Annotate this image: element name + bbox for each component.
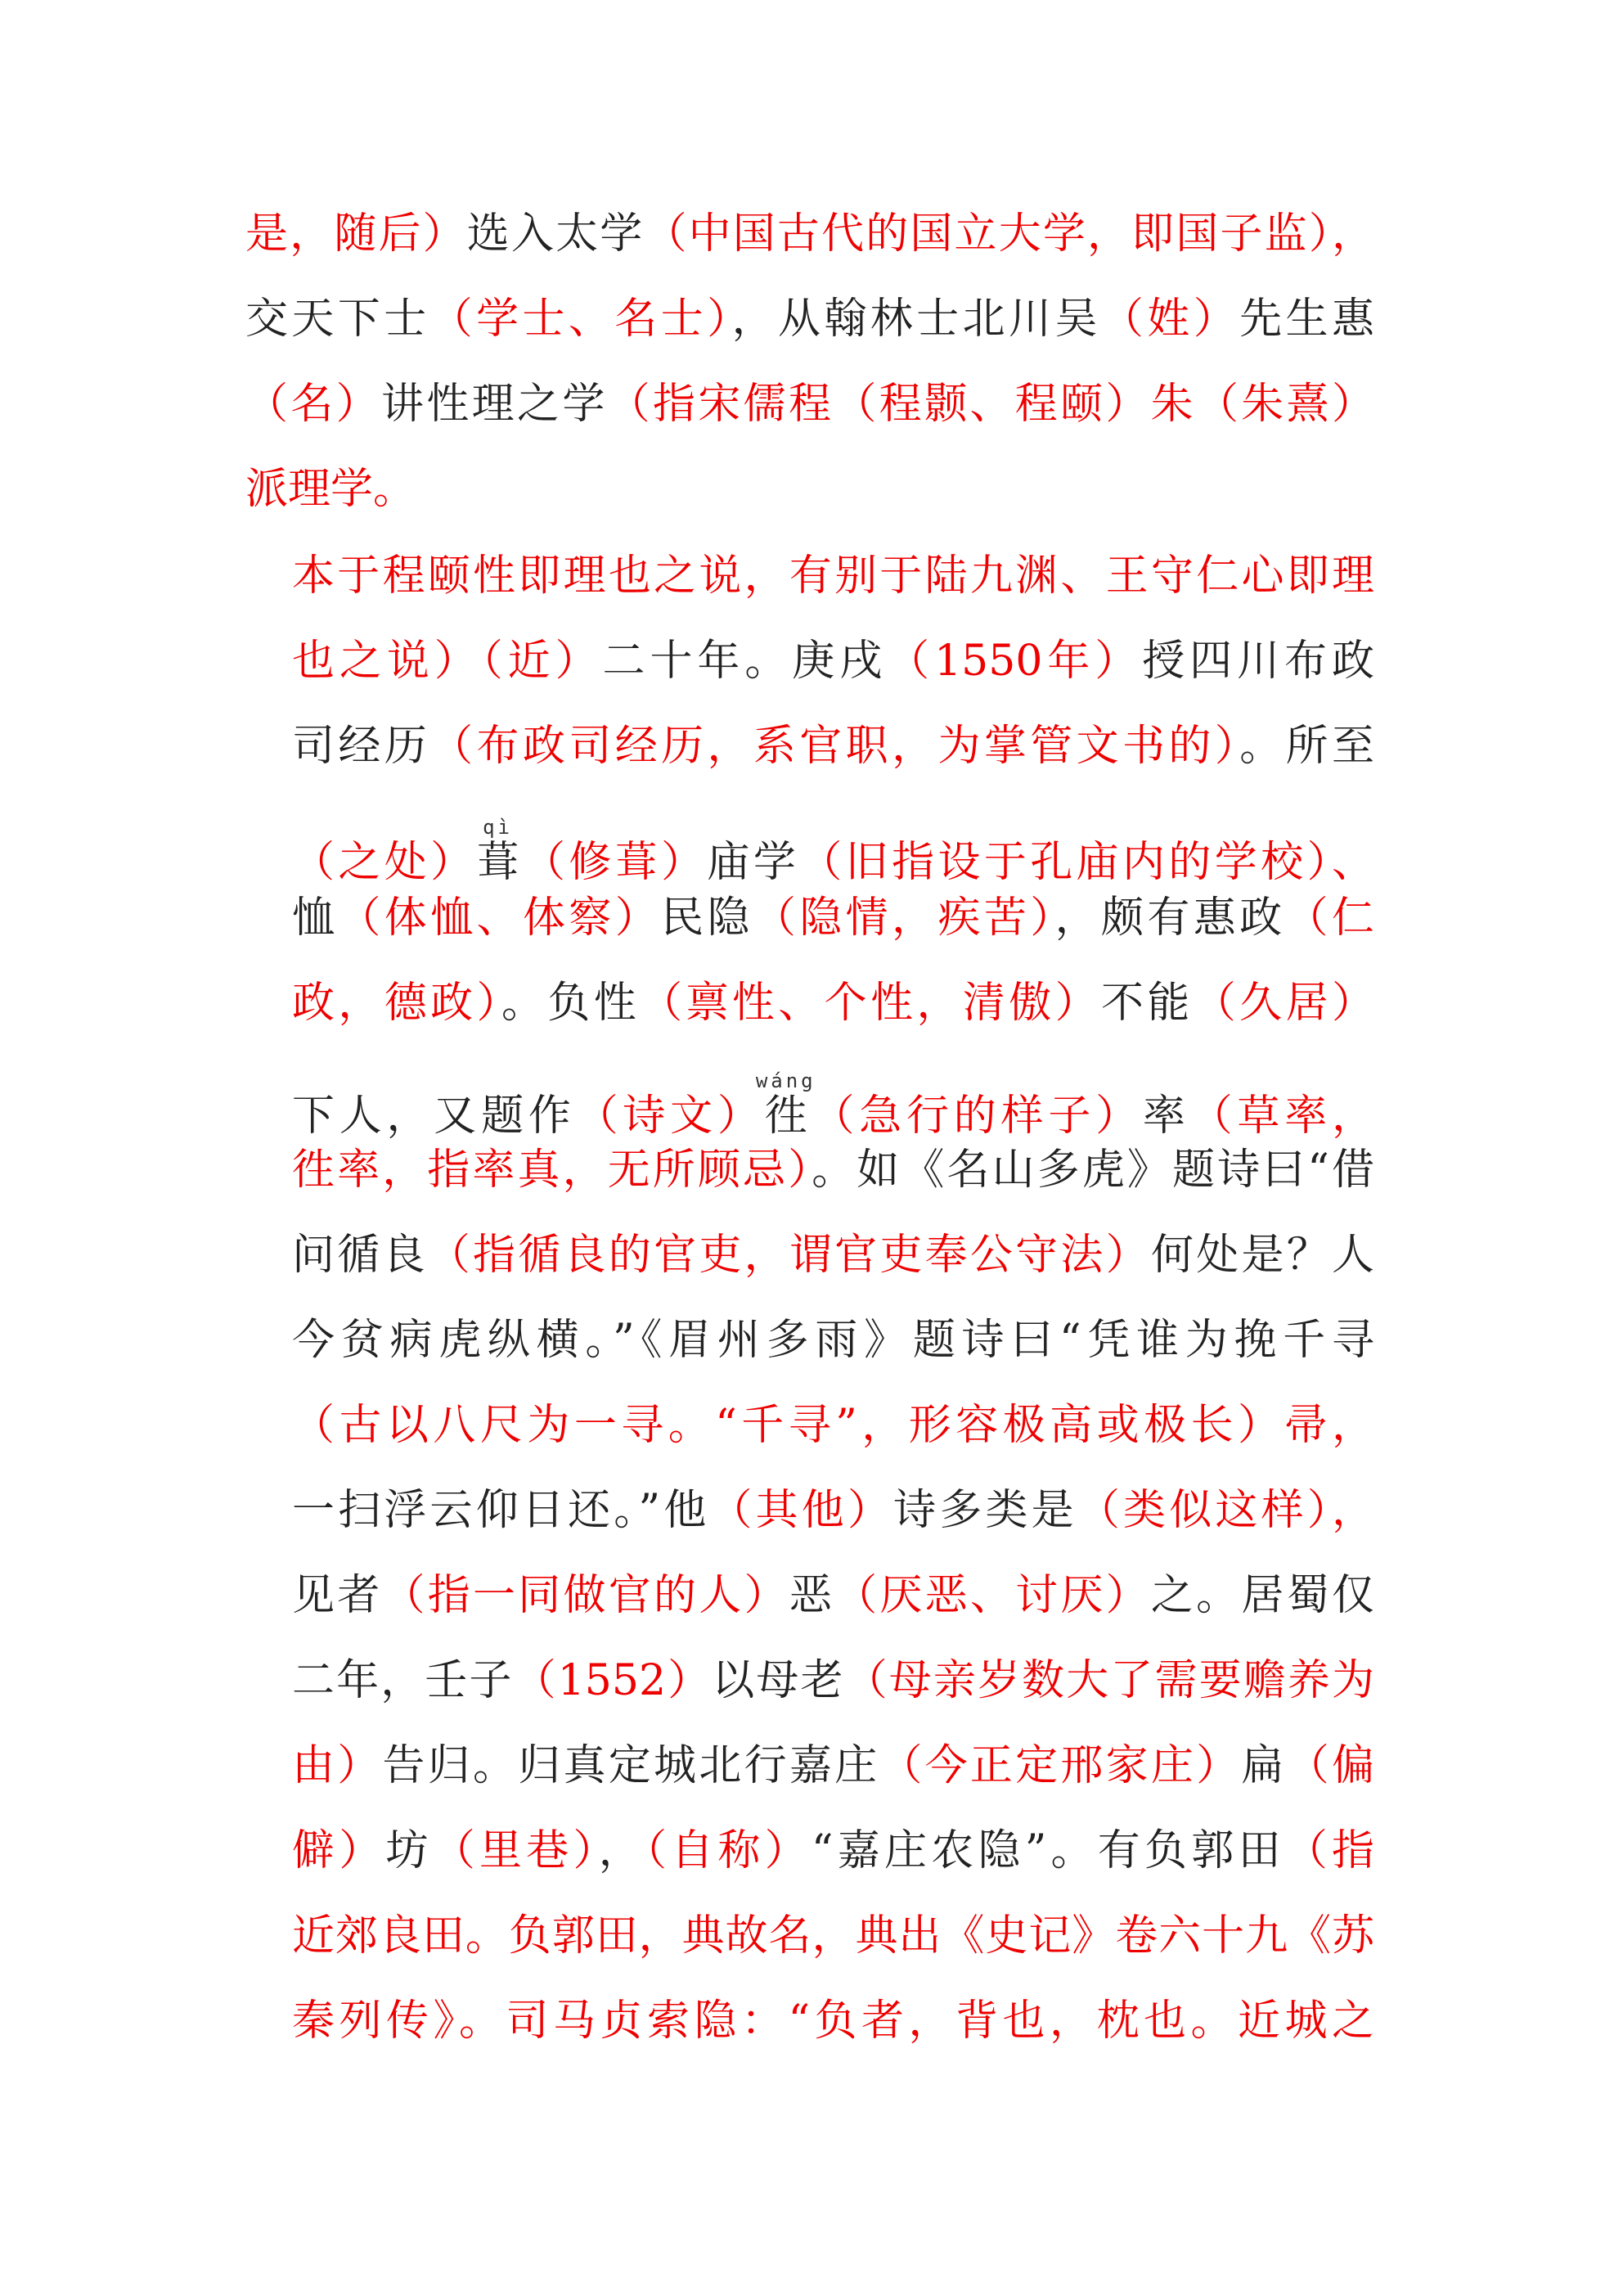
annotation-text: （布政司经历，系官职，为掌管文书的） [430,722,1240,771]
text-line [292,1144,1374,1196]
annotation-text: （1550年） [887,637,1143,686]
text-line [245,293,1374,345]
annotation-text: （中国古代的国立大学，即国子监）， [644,209,1374,259]
body-text: 庙学 [707,838,800,887]
text-line [245,463,1374,515]
annotation-text: （体恤、体察） [338,894,662,943]
body-text: 率 [1142,1092,1190,1141]
text-line [292,635,1374,687]
body-text: 。如《名山多虎》题诗曰“借 [812,1146,1374,1195]
text-line [292,977,1374,1029]
annotation-text: 是，随后） [245,209,467,259]
text-line [292,1314,1374,1366]
text-line [292,1910,1374,1962]
annotation-text: （类似这样）， [1077,1486,1374,1535]
body-text: 讲性理之学 [381,380,608,429]
body-text: ， [598,1826,645,1875]
text-line [292,550,1374,602]
body-text: 问循良 [292,1231,428,1280]
text-line [292,1569,1374,1622]
annotation-text: （今正定邢家庄） [879,1741,1242,1790]
text-line [245,208,1374,260]
body-text: 告归。归真定城北行嘉庄 [382,1741,880,1790]
text-line [245,378,1374,430]
body-text: 不能 [1101,979,1194,1028]
body-text: 选入太学 [466,209,645,259]
body-text: 恤 [292,894,339,943]
pinyin-annotation: wáng [755,1069,816,1092]
body-text: 先生惠 [1239,295,1374,344]
body-text: 见者 [292,1571,383,1620]
annotation-text: （古以八尺为一寻。“千寻”，形容极高或极长）帚， [292,1401,1374,1450]
annotation-text: （指宋儒程（程颢、程颐）朱（朱熹） [607,380,1374,429]
annotation-text: 也之说）（近） [292,637,603,686]
annotation-text: （学士、名士） [429,295,732,344]
annotation-text: （之处） [292,838,477,887]
body-text: 民隐 [661,894,753,943]
body-text: 二十年。庚戌 [602,637,888,686]
body-text: 以母老 [712,1656,845,1705]
annotation-text: 徃率，指率真，无所顾忌） [292,1146,812,1195]
ruby-annotated-char [476,816,523,887]
pinyin-annotation: qì [476,816,519,839]
annotation-text: （偏 [1286,1741,1374,1790]
body-text: 之。居蜀仅 [1150,1571,1374,1620]
text-line [292,1654,1374,1707]
body-text: 扁 [1241,1741,1287,1790]
text-line [292,720,1374,772]
ruby-annotated-char [755,1069,816,1141]
annotation-text: 秦列传》。司马贞索隐：“负者，背也，枕也。近城之 [292,1997,1374,2046]
annotation-text: （修葺） [522,838,708,887]
annotation-text: （急行的样子） [807,1092,1143,1141]
annotation-text: （旧指设于孔庙内的学校）、 [799,838,1374,887]
annotation-text: 由） [292,1741,383,1790]
annotation-text: （名） [245,380,381,429]
annotation-text: 僻） [292,1826,386,1875]
text-line [292,1995,1374,2047]
annotation-text: （指 [1284,1826,1374,1875]
body-text: ，从翰林士北川吴 [731,295,1101,344]
body-text: 。所至 [1239,722,1374,771]
annotation-text: （指一同做官的人） [382,1571,789,1620]
annotated-char: 葺 [476,838,523,887]
text-line [292,892,1374,944]
annotation-text: 派理学。 [245,465,416,514]
annotation-text: 近郊良田。负郭田，典故名，典出《史记》卷六十九《苏 [292,1911,1374,1961]
body-text: 一扫浮云仰日还。”他 [292,1486,710,1535]
annotation-text: （禀性、个性，清傲） [640,979,1102,1028]
text-line [292,818,1374,889]
annotation-text: （厌恶、讨厌） [834,1571,1151,1620]
body-text: 诗多类是 [893,1486,1077,1535]
body-text: 恶 [789,1571,835,1620]
body-text: 交天下士 [245,295,430,344]
text-line [292,1229,1374,1281]
text-line [292,1825,1374,1877]
body-text: 坊 [385,1826,433,1875]
text-line [292,1399,1374,1452]
body-text: 今贫病虎纵横。”《眉州多雨》题诗曰“凭谁为挽千寻 [292,1316,1374,1365]
annotation-text: （自称） [645,1826,812,1875]
body-text: 司经历 [292,722,431,771]
annotation-text: （姓） [1100,295,1240,344]
body-text: 。负性 [501,979,641,1028]
annotated-char: 徃 [755,1092,816,1141]
annotation-text: （里巷） [432,1826,599,1875]
body-text: 何处是？人 [1150,1231,1374,1280]
annotation-text: （母亲岁数大了需要赡养为 [844,1656,1374,1705]
annotation-text: 政，德政） [292,979,501,1028]
body-text: 下人，又题作 [292,1092,576,1141]
annotation-text: （草率， [1189,1092,1374,1141]
text-line [292,1484,1374,1537]
body-text: ，颇有惠政 [1054,894,1286,943]
text-line [292,1740,1374,1792]
annotation-text: （诗文） [575,1092,765,1141]
annotation-text: （1552） [513,1656,713,1705]
annotation-text: （久居） [1193,979,1374,1028]
body-text: 二年，壬子 [292,1656,514,1705]
annotation-text: （仁 [1285,894,1374,943]
annotation-text: 本于程颐性即理也之说，有别于陆九渊、王守仁心即理 [292,551,1374,601]
annotation-text: （其他） [709,1486,894,1535]
annotation-text: （隐情，疾苦） [753,894,1055,943]
body-text: “嘉庄农隐”。有负郭田 [811,1826,1285,1875]
text-line [292,1069,1374,1142]
body-text: 授四川布政 [1142,637,1374,686]
annotation-text: （指循良的官吏，谓官吏奉公守法） [427,1231,1151,1280]
